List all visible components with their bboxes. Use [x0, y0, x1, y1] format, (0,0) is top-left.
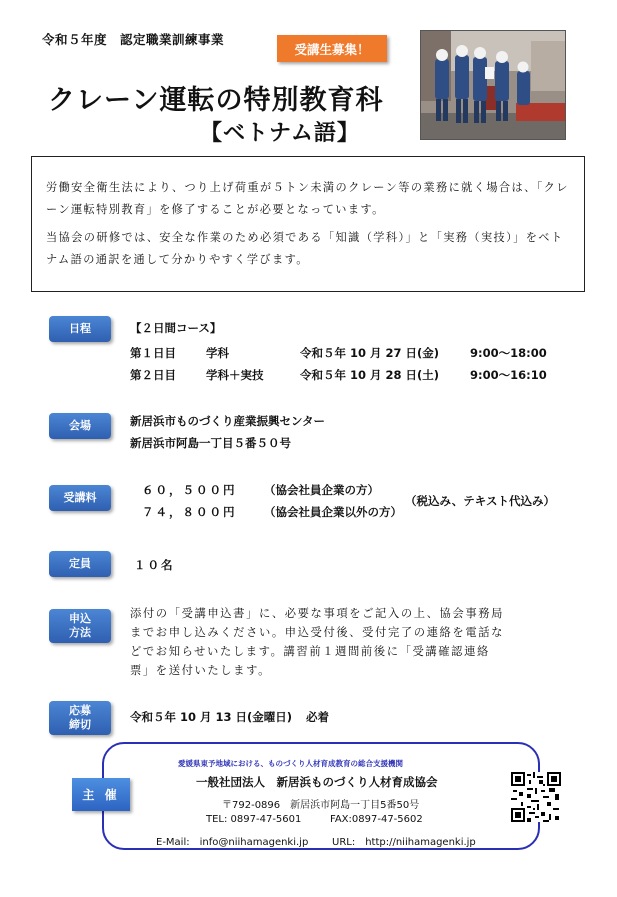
deadline-label: 応募 締切 — [49, 701, 111, 735]
day2-date: 令和５年 10 月 28 日(土) — [300, 368, 440, 382]
org-name: 一般社団法人 新居浜ものづくり人材育成協会 — [196, 775, 438, 789]
fee-label: 受講料 — [49, 485, 111, 511]
schedule-label: 日程 — [49, 316, 111, 342]
org-tel: TEL: 0897-47-5601 — [206, 814, 302, 825]
program-note: 令和５年度 認定職業訓練事業 — [42, 32, 225, 47]
intro-paragraph-1: 労働安全衛生法により、つり上げ荷重が５トン未満のクレーン等の業務に就く場合は、「クレーン運転特別教育」を修了することが必要となっています。 — [46, 181, 569, 216]
day1-subject: 学科 — [206, 346, 229, 360]
day1-date: 令和５年 10 月 27 日(金) — [300, 346, 440, 360]
day2-time: 9:00〜16:10 — [470, 368, 547, 382]
training-photo — [420, 30, 566, 140]
fee-other-price: ７４，８００円 — [142, 505, 237, 519]
venue-address: 新居浜市阿島一丁目５番５０号 — [130, 436, 291, 450]
venue-name: 新居浜市ものづくり産業振興センター — [130, 414, 326, 428]
org-email[interactable]: E-Mail: info@niihamagenki.jp — [156, 837, 309, 848]
apply-label: 申込 方法 — [49, 609, 111, 643]
fee-other-note: （協会社員企業以外の方） — [264, 505, 402, 519]
course-type: 【２日間コース】 — [130, 321, 222, 335]
intro-paragraph-2: 当協会の研修では、安全な作業のため必須である「知識（学科）」と「実務（実技）」をベトナム語の通訳を通して分かりやすく学びます。 — [46, 231, 564, 266]
recruiting-badge: 受講生募集！ — [277, 35, 387, 62]
host-label: 主 催 — [72, 778, 130, 811]
org-url[interactable]: URL: http://niihamagenki.jp — [332, 837, 476, 848]
page-title: クレーン運転の特別教育科 — [48, 85, 384, 116]
intro-box — [31, 156, 585, 292]
day2-subject: 学科＋実技 — [206, 368, 264, 382]
deadline-date: 令和５年 10 月 13 日(金曜日) — [130, 710, 293, 724]
capacity-value: １０名 — [134, 558, 175, 572]
deadline-note: 必着 — [306, 710, 329, 724]
workers-illustration — [421, 31, 566, 140]
day1-time: 9:00〜18:00 — [470, 346, 547, 360]
day1-day: 第１日目 — [130, 346, 176, 360]
fee-member-price: ６０，５００円 — [142, 483, 237, 497]
qr-code-graphic — [511, 772, 561, 822]
day2-day: 第２日目 — [130, 368, 176, 382]
fee-member-note: （協会社員企業の方） — [264, 483, 379, 497]
qr-code — [511, 772, 561, 822]
page-subtitle: 【ベトナム語】 — [200, 121, 360, 146]
venue-label: 会場 — [49, 413, 111, 439]
org-fax: FAX:0897-47-5602 — [330, 814, 423, 825]
org-address: 〒792-0896 新居浜市阿島一丁目5番50号 — [222, 800, 420, 811]
fee-tax-note: （税込み、テキスト代込み） — [405, 494, 555, 508]
capacity-label: 定員 — [49, 551, 111, 577]
org-tagline: 愛媛県東予地域における、ものづくり人材育成教育の総合支援機関 — [178, 759, 403, 768]
apply-text: 添付の「受講申込書」に、必要な事項をご記入の上、協会事務局 までお申し込みください。申込受付後、受付完了の連絡を電話な どでお知らせいたします。講習前１週間前後に「受講確認連絡 票」を送付いたします。 — [130, 607, 505, 677]
